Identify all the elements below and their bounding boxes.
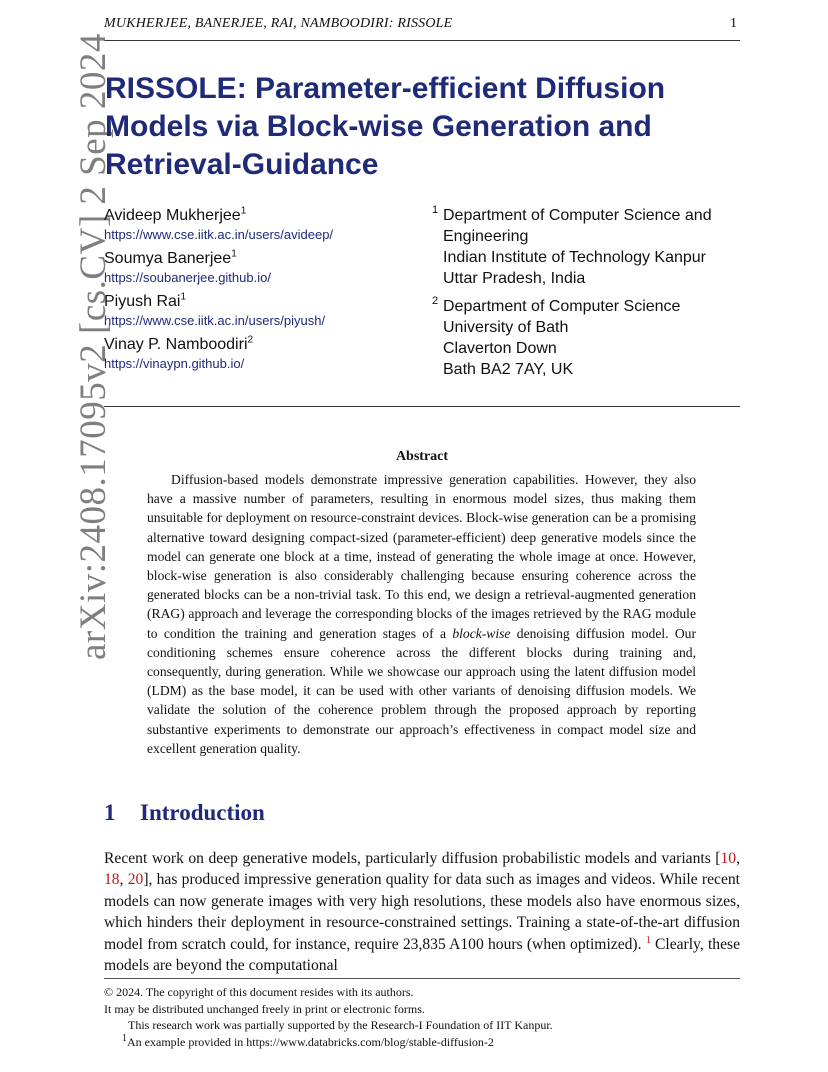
affiliation-line: University of Bath	[443, 319, 569, 336]
author-name	[104, 334, 424, 355]
arxiv-stamp: arXiv:2408.17095v2 [cs.CV] 2 Sep 2024	[73, 33, 114, 660]
section-heading	[104, 800, 265, 826]
affiliation-line: Engineering	[443, 228, 529, 245]
affiliation-mark: 1	[240, 205, 247, 217]
intro-text: Recent work on deep generative models, particularly diffusion probabilistic models and variants [	[104, 850, 721, 867]
abstract-heading: Abstract	[395, 449, 449, 464]
affiliation-mark: 1	[180, 291, 187, 303]
title-block-rule	[104, 406, 740, 407]
distribution-note: It may be distributed unchanged freely in print or electronic forms.	[104, 1001, 425, 1016]
author	[104, 205, 424, 243]
author	[104, 334, 424, 372]
footnote-text: An example provided in https://www.databricks.com/blog/stable-diffusion-2	[127, 1034, 494, 1049]
header-rule	[104, 40, 740, 41]
footnote-mark: 1	[122, 1032, 127, 1044]
affiliation-line: Department of Computer Science	[443, 298, 681, 315]
abstract-text	[147, 470, 696, 758]
author-homepage-link[interactable]: https://vinaypn.github.io/	[104, 356, 245, 371]
affiliation-line: Uttar Pradesh, India	[443, 270, 586, 287]
author-homepage-link[interactable]: https://soubanerjee.github.io/	[104, 270, 271, 285]
author-name-text: Piyush Rai	[104, 293, 181, 310]
author-name-text: Soumya Banerjee	[104, 250, 232, 267]
intro-text: ], has produced impressive generation quality for data such as images and videos. While recent models can now generate images with very high resolutions, these models also have enormous sizes, which hinders their deployment in resource-constrained settings. Training a state-of-the-art diffusion model from scratch could, for instance, require 23,835 A100 hours (when optimized).	[104, 871, 740, 953]
intro-paragraph	[104, 848, 740, 976]
author-name	[104, 205, 424, 226]
affiliation-line: Indian Institute of Technology Kanpur	[443, 249, 706, 266]
author	[104, 248, 424, 286]
intro-text: Clearly, these models are beyond the computational	[104, 935, 741, 975]
affiliation-mark: 2	[247, 334, 254, 346]
affiliation-line: Claverton Down	[443, 340, 557, 357]
section-title: Introduction	[140, 800, 265, 825]
funding-note: This research work was partially supported by the Research-I Foundation of IIT Kanpur.	[128, 1018, 553, 1032]
footnotes	[104, 984, 740, 1050]
affiliation-line: Department of Computer Science and	[443, 207, 712, 224]
page-number: 1	[730, 16, 737, 31]
running-head: MUKHERJEE, BANERJEE, RAI, NAMBOODIRI: RISSOLE	[104, 16, 453, 31]
affiliation	[432, 296, 752, 380]
affiliation-mark: 1	[231, 248, 237, 260]
abstract-text-part: Diffusion-based models demonstrate impressive generation capabilities. However, they also have a massive number of parameters, resulting in enormous model sizes, thus making them unsuitable for deployment on resource-constraint devices. Block-wise generation can be a promising alternative toward designing compact-sized (parameter-efficient) deep generative models since the model can generate one block at a time, instead of generating the whole image at once. However, block-wise generation is also considerably challenging because ensuring coherence across the generated blocks can be a non-trivial task. To this end, we design a retrieval-augmented generation (RAG) approach and leverage the corresponding blocks of the images retrieved by the RAG module to condition the training and generation stages of a	[147, 472, 696, 641]
abstract-text-part: denoising diffusion model. Our conditioning schemes ensure coherence across the different blocks during training and, consequently, during generation. While we showcase our approach using the latent diffusion model (LDM) as the base model, it can be used with other variants of denoising diffusion models. We validate the solution of the coherence problem through the proposed approach by reporting substantive experiments to demonstrate our approach’s effectiveness in compact model size and excellent generation quality.	[147, 625, 696, 756]
affiliation-mark: 1	[432, 204, 439, 216]
affiliation-mark: 2	[432, 295, 439, 307]
citation-separator: ,	[736, 850, 740, 867]
author	[104, 291, 424, 329]
author-name	[104, 291, 424, 312]
copyright-note: © 2024. The copyright of this document resides with its authors.	[104, 985, 414, 999]
author-list	[104, 205, 424, 377]
affiliation-list	[432, 205, 752, 387]
footnote-link[interactable]: 1	[645, 934, 651, 946]
author-name	[104, 248, 424, 269]
author-homepage-link[interactable]: https://www.cse.iitk.ac.in/users/avideep/	[104, 227, 334, 242]
author-name-text: Vinay P. Namboodiri	[104, 336, 248, 353]
citation-separator: ,	[119, 871, 128, 889]
affiliation-line: Bath BA2 7AY, UK	[443, 361, 574, 378]
citation-link[interactable]: 20	[127, 871, 144, 889]
citation-link[interactable]: 10	[720, 850, 737, 867]
abstract-emphasis: block-wise	[452, 625, 511, 641]
section-number: 1	[104, 800, 116, 825]
paper-title: RISSOLE: Parameter-efficient Diffusion Models via Block-wise Generation and Retrieval-Guidance	[105, 72, 666, 181]
footnote-1	[104, 1034, 740, 1051]
footnote-rule	[104, 978, 740, 979]
author-homepage-link[interactable]: https://www.cse.iitk.ac.in/users/piyush/	[104, 313, 326, 328]
affiliation	[432, 205, 752, 289]
citation-link[interactable]: 18	[104, 871, 120, 889]
author-name-text: Avideep Mukherjee	[104, 207, 241, 224]
